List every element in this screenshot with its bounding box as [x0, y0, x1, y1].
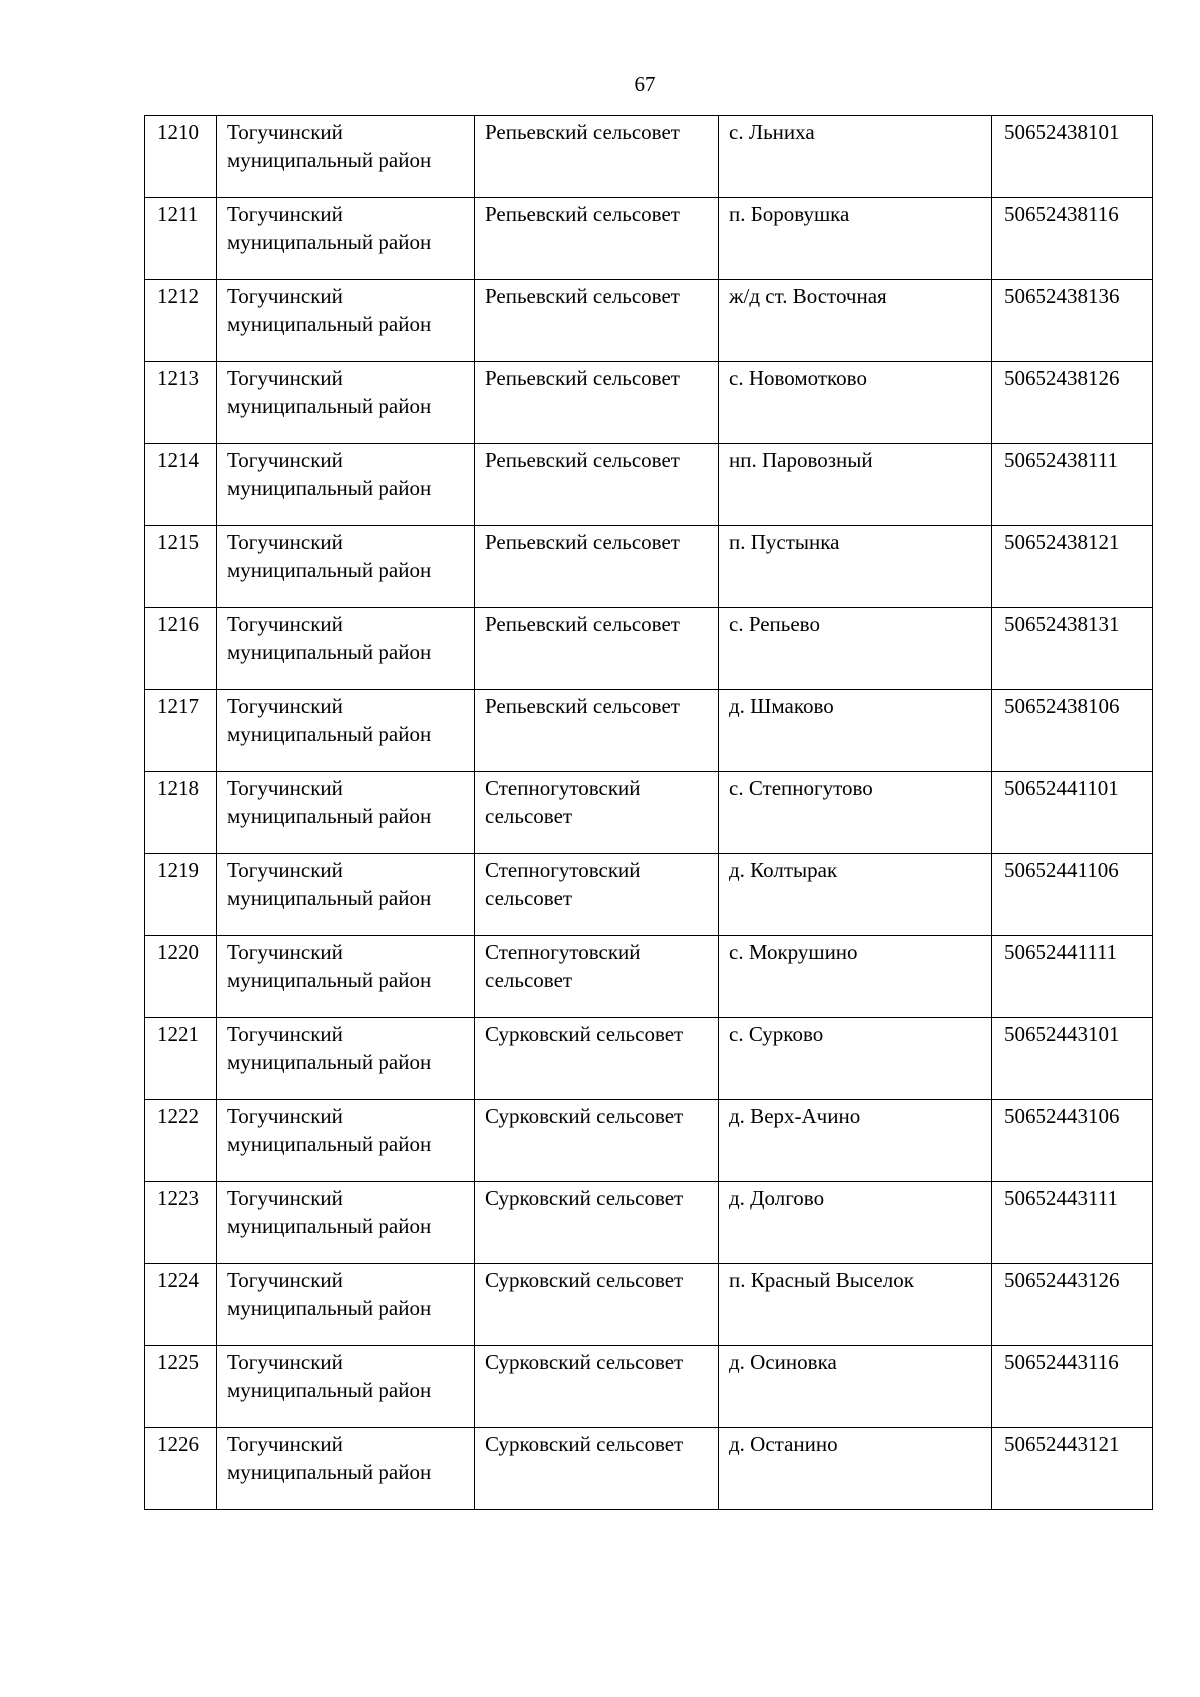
oktmo-code-cell: 50652438116: [992, 198, 1153, 280]
oktmo-code-cell: 50652443111: [992, 1182, 1153, 1264]
row-number-cell: 1210: [145, 116, 217, 198]
settlement-cell: нп. Паровозный: [719, 444, 992, 526]
council-cell: Репьевский сельсовет: [475, 116, 719, 198]
table-row: [145, 608, 1153, 690]
row-number-cell: 1223: [145, 1182, 217, 1264]
table-row: [145, 1100, 1153, 1182]
table-row: [145, 936, 1153, 1018]
settlement-cell: д. Останино: [719, 1428, 992, 1510]
row-number-cell: 1211: [145, 198, 217, 280]
district-cell: Тогучинский муниципальный район: [217, 936, 475, 1018]
council-cell: Сурковский сельсовет: [475, 1428, 719, 1510]
district-cell: Тогучинский муниципальный район: [217, 526, 475, 608]
table-row: [145, 280, 1153, 362]
settlements-table: [144, 115, 1153, 1510]
oktmo-code-cell: 50652438121: [992, 526, 1153, 608]
oktmo-code-cell: 50652438136: [992, 280, 1153, 362]
table-row: [145, 198, 1153, 280]
row-number-cell: 1225: [145, 1346, 217, 1428]
council-cell: Сурковский сельсовет: [475, 1346, 719, 1428]
settlement-cell: д. Осиновка: [719, 1346, 992, 1428]
row-number-cell: 1220: [145, 936, 217, 1018]
oktmo-code-cell: 50652438111: [992, 444, 1153, 526]
table-row: [145, 690, 1153, 772]
district-cell: Тогучинский муниципальный район: [217, 1428, 475, 1510]
settlement-cell: п. Красный Выселок: [719, 1264, 992, 1346]
council-cell: Репьевский сельсовет: [475, 608, 719, 690]
district-cell: Тогучинский муниципальный район: [217, 1100, 475, 1182]
council-cell: Степногутовский сельсовет: [475, 854, 719, 936]
table-row: [145, 1182, 1153, 1264]
page-number: 67: [634, 72, 656, 96]
row-number-cell: 1212: [145, 280, 217, 362]
district-cell: Тогучинский муниципальный район: [217, 280, 475, 362]
oktmo-code-cell: 50652443126: [992, 1264, 1153, 1346]
oktmo-code-cell: 50652443121: [992, 1428, 1153, 1510]
row-number-cell: 1226: [145, 1428, 217, 1510]
settlement-cell: с. Мокрушино: [719, 936, 992, 1018]
settlement-cell: д. Долгово: [719, 1182, 992, 1264]
district-cell: Тогучинский муниципальный район: [217, 116, 475, 198]
settlement-cell: с. Репьево: [719, 608, 992, 690]
district-cell: Тогучинский муниципальный район: [217, 772, 475, 854]
settlement-cell: д. Верх-Ачино: [719, 1100, 992, 1182]
oktmo-code-cell: 50652441111: [992, 936, 1153, 1018]
district-cell: Тогучинский муниципальный район: [217, 1346, 475, 1428]
table-body: [145, 116, 1153, 1510]
oktmo-code-cell: 50652441106: [992, 854, 1153, 936]
council-cell: Степногутовский сельсовет: [475, 936, 719, 1018]
oktmo-code-cell: 50652438126: [992, 362, 1153, 444]
table-row: [145, 1346, 1153, 1428]
council-cell: Репьевский сельсовет: [475, 444, 719, 526]
settlement-cell: с. Новомотково: [719, 362, 992, 444]
row-number-cell: 1218: [145, 772, 217, 854]
settlement-cell: с. Льниха: [719, 116, 992, 198]
council-cell: Сурковский сельсовет: [475, 1182, 719, 1264]
oktmo-code-cell: 50652441101: [992, 772, 1153, 854]
settlement-cell: д. Колтырак: [719, 854, 992, 936]
settlement-cell: с. Степногутово: [719, 772, 992, 854]
table-row: [145, 1264, 1153, 1346]
table-row: [145, 854, 1153, 936]
oktmo-code-cell: 50652443116: [992, 1346, 1153, 1428]
council-cell: Репьевский сельсовет: [475, 526, 719, 608]
council-cell: Сурковский сельсовет: [475, 1018, 719, 1100]
oktmo-code-cell: 50652443106: [992, 1100, 1153, 1182]
table-row: [145, 1018, 1153, 1100]
row-number-cell: 1221: [145, 1018, 217, 1100]
table-row: [145, 362, 1153, 444]
oktmo-code-cell: 50652438131: [992, 608, 1153, 690]
settlement-cell: п. Боровушка: [719, 198, 992, 280]
table-row: [145, 1428, 1153, 1510]
row-number-cell: 1216: [145, 608, 217, 690]
district-cell: Тогучинский муниципальный район: [217, 854, 475, 936]
row-number-cell: 1214: [145, 444, 217, 526]
district-cell: Тогучинский муниципальный район: [217, 1018, 475, 1100]
council-cell: Сурковский сельсовет: [475, 1100, 719, 1182]
row-number-cell: 1219: [145, 854, 217, 936]
district-cell: Тогучинский муниципальный район: [217, 690, 475, 772]
table-row: [145, 526, 1153, 608]
council-cell: Степногутовский сельсовет: [475, 772, 719, 854]
oktmo-code-cell: 50652443101: [992, 1018, 1153, 1100]
row-number-cell: 1215: [145, 526, 217, 608]
oktmo-code-cell: 50652438101: [992, 116, 1153, 198]
settlement-cell: ж/д ст. Восточная: [719, 280, 992, 362]
table-row: [145, 116, 1153, 198]
council-cell: Репьевский сельсовет: [475, 690, 719, 772]
table-row: [145, 444, 1153, 526]
council-cell: Репьевский сельсовет: [475, 362, 719, 444]
council-cell: Сурковский сельсовет: [475, 1264, 719, 1346]
settlement-cell: с. Сурково: [719, 1018, 992, 1100]
settlement-cell: п. Пустынка: [719, 526, 992, 608]
row-number-cell: 1222: [145, 1100, 217, 1182]
district-cell: Тогучинский муниципальный район: [217, 608, 475, 690]
row-number-cell: 1224: [145, 1264, 217, 1346]
district-cell: Тогучинский муниципальный район: [217, 1182, 475, 1264]
district-cell: Тогучинский муниципальный район: [217, 362, 475, 444]
row-number-cell: 1217: [145, 690, 217, 772]
oktmo-code-cell: 50652438106: [992, 690, 1153, 772]
council-cell: Репьевский сельсовет: [475, 280, 719, 362]
table-row: [145, 772, 1153, 854]
district-cell: Тогучинский муниципальный район: [217, 444, 475, 526]
council-cell: Репьевский сельсовет: [475, 198, 719, 280]
district-cell: Тогучинский муниципальный район: [217, 1264, 475, 1346]
row-number-cell: 1213: [145, 362, 217, 444]
settlement-cell: д. Шмаково: [719, 690, 992, 772]
district-cell: Тогучинский муниципальный район: [217, 198, 475, 280]
